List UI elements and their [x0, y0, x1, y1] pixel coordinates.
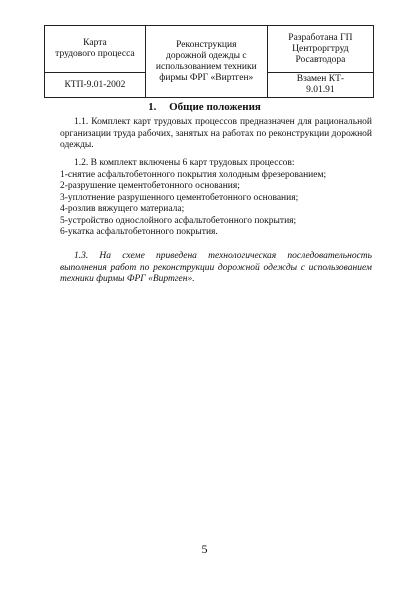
card-title-line-1: Карта	[83, 38, 107, 48]
subject-line-2: дорожной одежды с	[165, 50, 247, 61]
paragraph-1-2-intro: 1.2. В комплект включены 6 карт трудовых процессов:	[74, 158, 295, 168]
list-item: 2-разрушение цементобетонного основания;	[60, 181, 240, 191]
list-item: 6-укатка асфальтобетонного покрытия.	[60, 227, 218, 237]
paragraph-1-3-text: 1.3. На схеме приведена технологическая последовательность выполнения работ по реконструкции дорожной одежды с использованием техники фирмы ФРГ «Виртген».	[60, 251, 372, 284]
paragraph-1-1	[60, 117, 372, 152]
card-title-cell	[45, 26, 146, 73]
section-title	[0, 101, 409, 113]
developer-cell	[267, 26, 373, 73]
list-item: 5-устройство однослойного асфальтобетонного покрытия;	[60, 215, 297, 226]
paragraph-1-3	[60, 251, 372, 286]
developer-line-3: Росавтодора	[295, 54, 346, 65]
list-item: 1-снятие асфальтобетонного покрытия холодным фрезерованием;	[60, 169, 327, 180]
replaces-line-1: Взамен КТ-	[296, 74, 345, 84]
card-code-cell	[45, 73, 146, 98]
card-code: КТП-9.01-2002	[64, 79, 126, 90]
header-table	[44, 25, 374, 98]
subject-line-3: использованием техники	[155, 61, 257, 72]
subject-line-1: Реконструкция	[176, 39, 237, 50]
replaces-cell	[267, 73, 373, 98]
paragraph-1-1-text: 1.1. Комплект карт трудовых процессов предназначен для рациональной организации труда рабочих, занятых на работах по реконструкции дорожной одежды.	[60, 117, 372, 150]
replaces-line-2: 9.01.91	[306, 85, 335, 95]
developer-line-1: Разработана ГП	[288, 32, 353, 43]
paragraph-1-2	[60, 158, 372, 239]
page-number: 5	[201, 542, 208, 556]
card-title-line-2: трудового процесса	[55, 49, 135, 59]
developer-line-2: Центроргтруд	[292, 43, 349, 54]
section-number: 1.	[148, 101, 157, 113]
list-item: 3-уплотнение разрушенного цементобетонного основания;	[60, 192, 299, 203]
section-title-text: Общие положения	[169, 101, 261, 113]
subject-line-4: фирмы ФРГ «Виртген»	[159, 72, 254, 83]
subject-cell	[145, 26, 267, 98]
list-item: 4-розлив вяжущего материала;	[60, 204, 185, 214]
